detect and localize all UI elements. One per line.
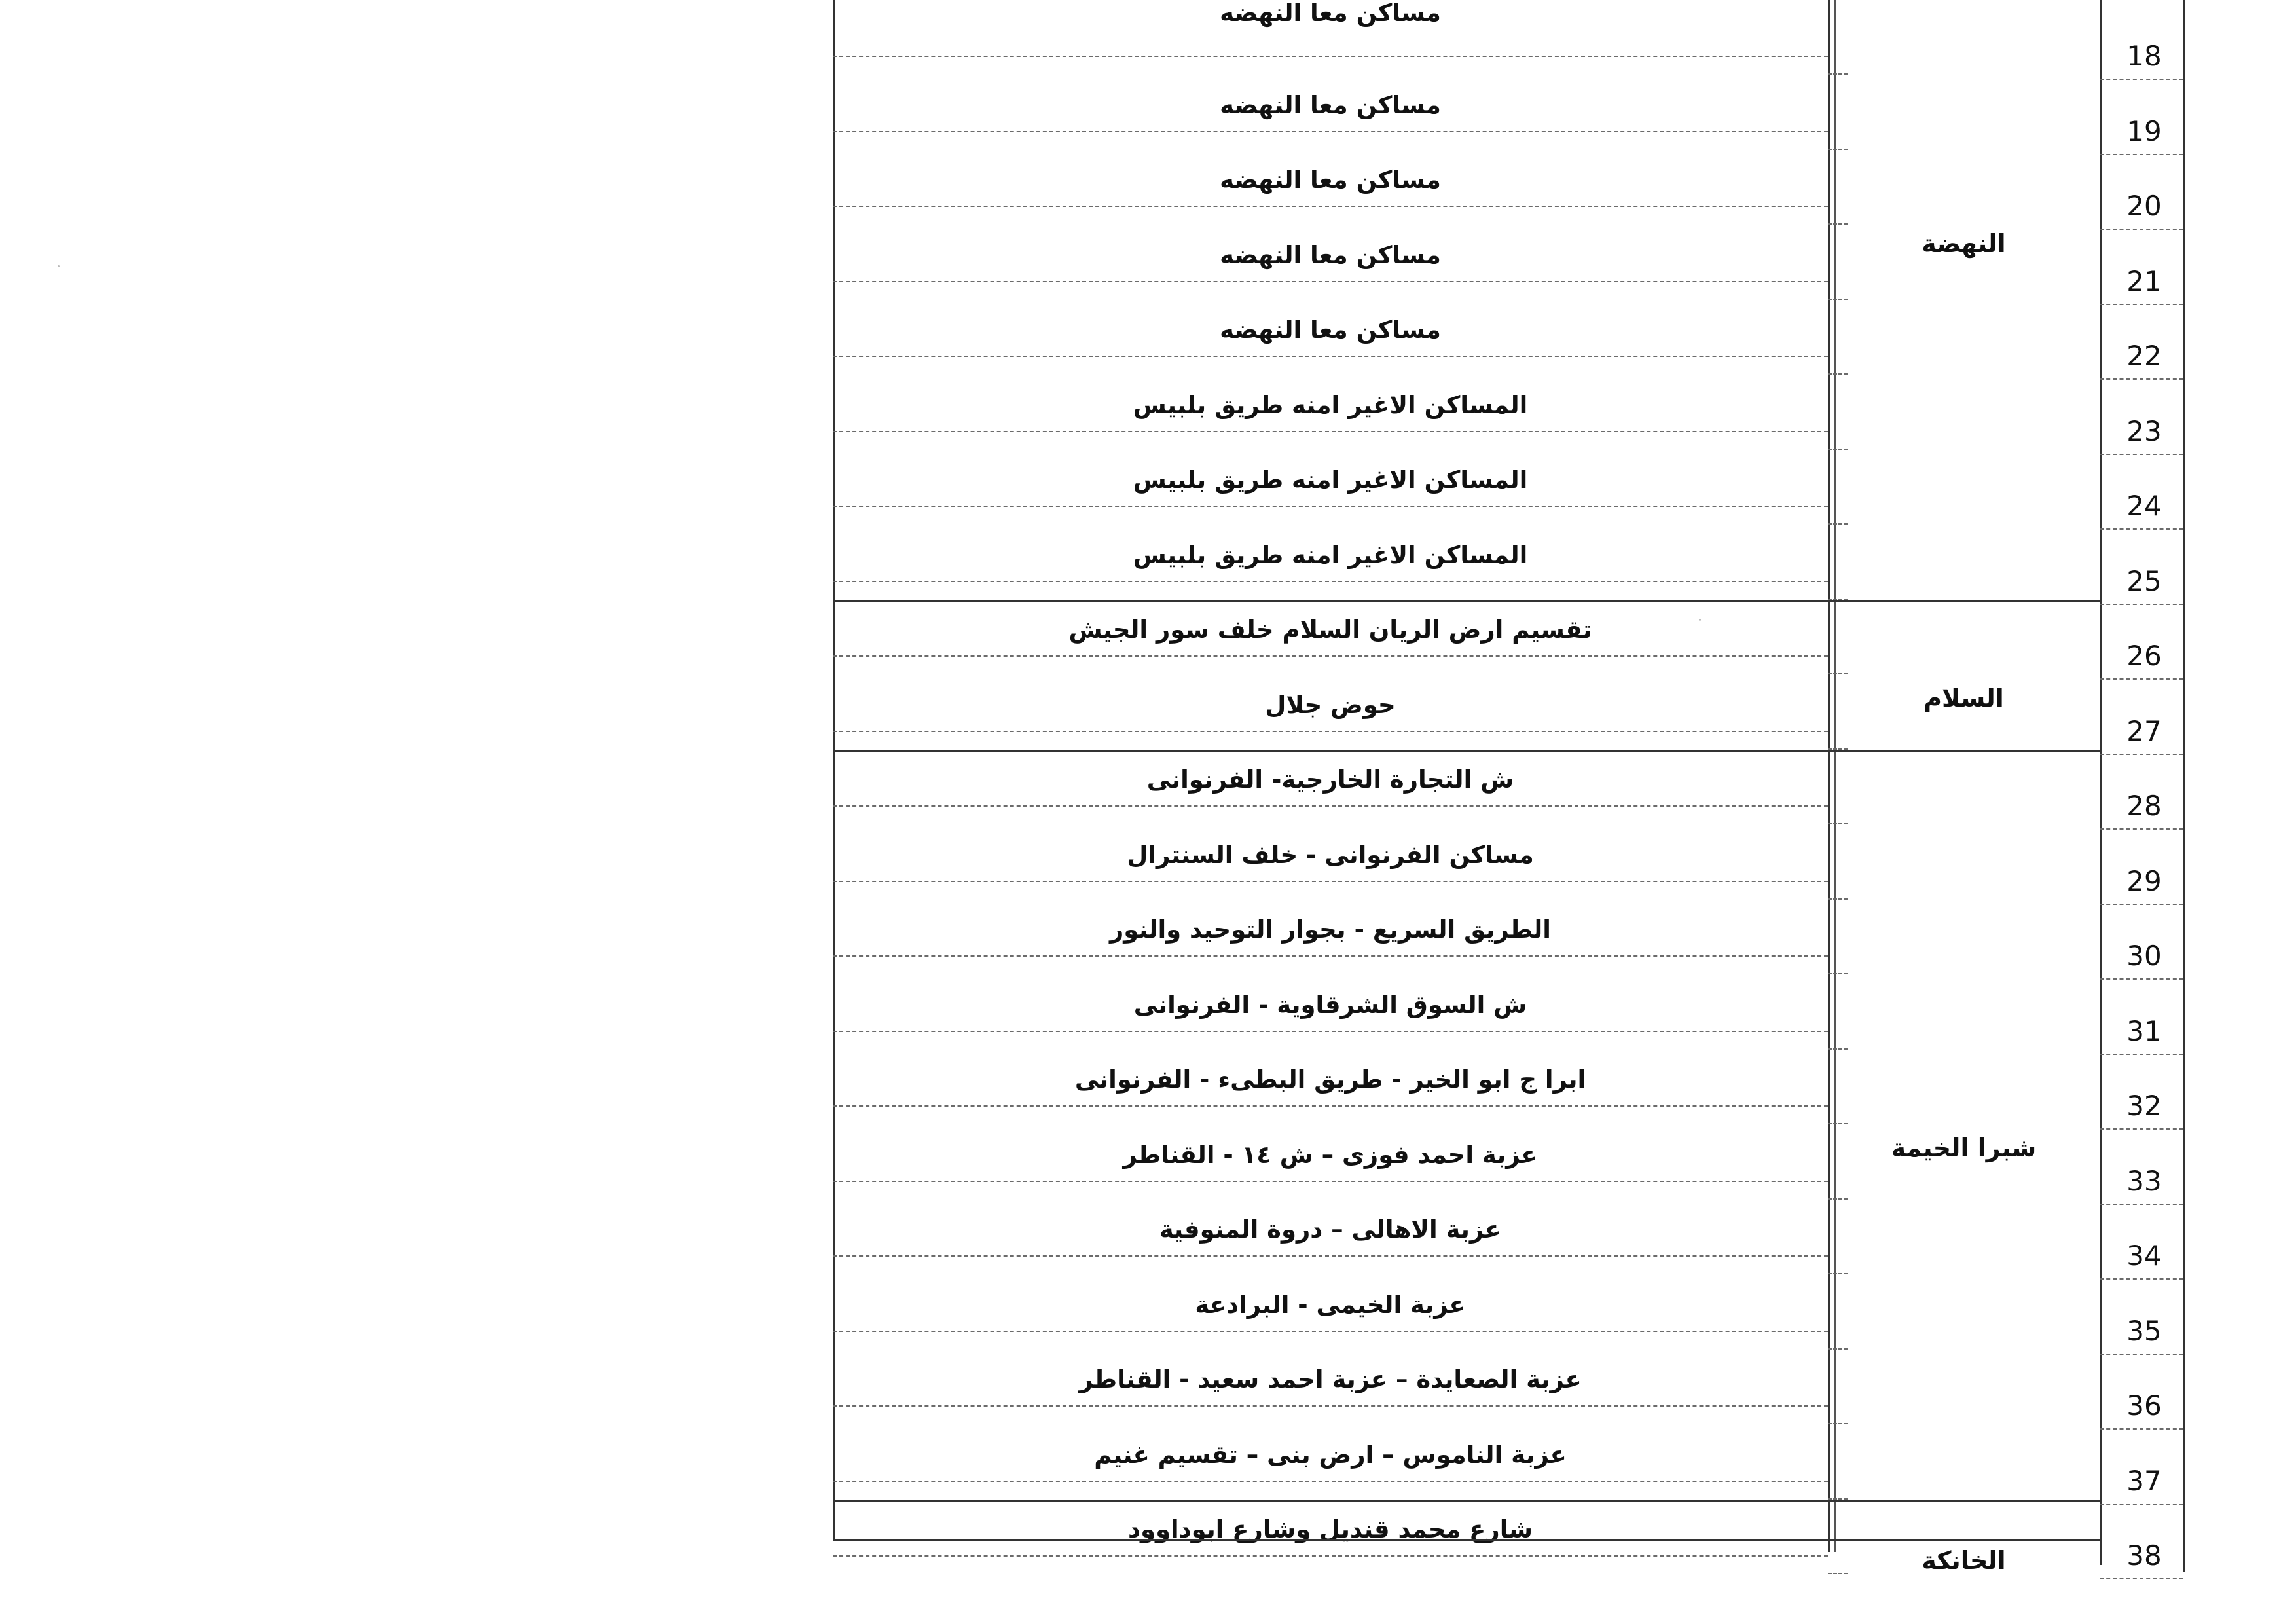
locations-table (833, 0, 2185, 1578)
number-divider (2100, 229, 2183, 230)
area-separator (833, 1500, 2100, 1502)
area-divider-stub (1828, 1273, 1848, 1274)
number-divider (2100, 1428, 2183, 1430)
row-number: 21 (2126, 265, 2162, 297)
row-divider (833, 805, 1828, 807)
row-number: 38 (2126, 1540, 2162, 1572)
row-number: 37 (2126, 1464, 2162, 1497)
area-divider-stub (1828, 449, 1848, 450)
row-number: 25 (2126, 564, 2162, 597)
area-divider-stub (1828, 898, 1848, 900)
row-number: 19 (2126, 115, 2162, 147)
row-divider (833, 1405, 1828, 1407)
row-divider (833, 1181, 1828, 1182)
number-divider (2100, 1204, 2183, 1205)
location-cell: مساكن معا النهضه (1220, 240, 1441, 269)
location-cell: مساكن معا النهضه (1220, 166, 1441, 194)
row-divider (833, 206, 1828, 207)
number-divider (2100, 1054, 2183, 1055)
number-divider (2100, 528, 2183, 530)
row-number: 32 (2126, 1090, 2162, 1122)
area-divider-stub (1828, 748, 1848, 750)
location-cell: شارع محمد قنديل وشارع ابوداوود (1127, 1515, 1533, 1543)
row-number: 24 (2126, 490, 2162, 522)
location-cell: عزبة الناموس – ارض بنى – تقسيم غنيم (1094, 1440, 1567, 1469)
row-divider (833, 955, 1828, 957)
number-divider (2100, 454, 2183, 455)
row-number: 27 (2126, 714, 2162, 747)
area-divider-stub (1828, 1423, 1848, 1424)
number-divider (2100, 1278, 2183, 1280)
row-number: 26 (2126, 640, 2162, 672)
row-divider (833, 1255, 1828, 1257)
row-divider (833, 1481, 1828, 1482)
row-number: 20 (2126, 190, 2162, 222)
table-bottom-border (833, 1539, 2100, 1541)
area-divider-stub (1828, 1048, 1848, 1050)
location-cell: عزبة الصعايدة – عزبة احمد سعيد - القناطر (1079, 1365, 1582, 1393)
row-number: 22 (2126, 340, 2162, 372)
area-divider-stub (1828, 1198, 1848, 1200)
location-cell: مساكن الفرنوانى - خلف السنترال (1127, 840, 1534, 869)
location-cell: حوض جلال (1265, 690, 1396, 719)
row-number: 23 (2126, 415, 2162, 447)
area-number-divider (2100, 0, 2102, 1565)
number-divider (2100, 978, 2183, 980)
area-name: الخانكة (1922, 1546, 2006, 1575)
area-divider-stub (1828, 523, 1848, 525)
area-name: شبرا الخيمة (1891, 1134, 2037, 1163)
number-divider (2100, 678, 2183, 680)
area-divider-stub (1828, 599, 1848, 600)
row-divider (833, 56, 1828, 57)
area-divider-stub (1828, 1498, 1848, 1500)
number-divider (2100, 1128, 2183, 1130)
row-number: 31 (2126, 1014, 2162, 1047)
row-divider (833, 281, 1828, 282)
location-cell: عزبة احمد فوزى – ش ١٤ - القناطر (1123, 1140, 1538, 1169)
location-cell: المساكن الاغير امنه طريق بلبيس (1133, 540, 1528, 569)
row-divider (833, 1031, 1828, 1032)
row-number: 36 (2126, 1390, 2162, 1422)
number-divider (2100, 1578, 2183, 1579)
location-cell: مساكن معا النهضه (1220, 316, 1441, 344)
area-divider-stub (1828, 299, 1848, 300)
row-number: 33 (2126, 1164, 2162, 1197)
row-divider (833, 131, 1828, 132)
location-cell: ش السوق الشرقاوية - الفرنوانى (1133, 990, 1527, 1019)
number-divider (2100, 154, 2183, 155)
row-number: 29 (2126, 864, 2162, 897)
area-divider-stub (1828, 673, 1848, 674)
location-cell: تقسيم ارض الريان السلام خلف سور الجيش (1068, 616, 1592, 644)
row-divider (833, 1331, 1828, 1332)
number-divider (2100, 79, 2183, 80)
number-divider (2100, 1504, 2183, 1505)
area-divider-stub (1828, 973, 1848, 974)
number-divider (2100, 754, 2183, 755)
row-number: 28 (2126, 790, 2162, 822)
location-cell: عزبة الاهالى – دروة المنوفية (1159, 1215, 1502, 1244)
area-name: النهضة (1922, 229, 2006, 258)
area-name: السلام (1923, 684, 2004, 713)
location-cell: المساكن الاغير امنه طريق بلبيس (1133, 390, 1528, 419)
scan-speck (1699, 619, 1701, 621)
area-divider-stub (1828, 1348, 1848, 1350)
number-divider (2100, 828, 2183, 830)
row-number: 18 (2126, 40, 2162, 72)
location-cell: ش التجارة الخارجية- الفرنوانى (1146, 766, 1514, 794)
row-divider (833, 581, 1828, 582)
area-divider-stub (1828, 1123, 1848, 1124)
area-divider-stub (1828, 823, 1848, 824)
area-divider-stub (1828, 149, 1848, 150)
row-number: 34 (2126, 1240, 2162, 1272)
row-divider (833, 731, 1828, 732)
row-divider (833, 431, 1828, 432)
row-number: 30 (2126, 940, 2162, 972)
scan-speck (58, 265, 60, 267)
row-divider (833, 881, 1828, 882)
area-divider-stub (1828, 373, 1848, 375)
area-divider-stub (1828, 73, 1848, 75)
number-divider (2100, 904, 2183, 905)
number-divider (2100, 304, 2183, 305)
row-divider (833, 1555, 1828, 1557)
location-cell: ابرا ج ابو الخير - طريق البطىء - الفرنوانى (1074, 1065, 1586, 1094)
location-cell: مساكن معا النهضه (1220, 90, 1441, 119)
row-divider (833, 1105, 1828, 1107)
row-divider (833, 356, 1828, 357)
location-cell: الطريق السريع - بجوار التوحيد والنور (1110, 915, 1551, 944)
area-separator (833, 600, 2100, 602)
number-divider (2100, 604, 2183, 605)
number-divider (2100, 378, 2183, 380)
number-divider (2100, 1354, 2183, 1355)
area-separator (833, 750, 2100, 752)
row-number: 35 (2126, 1314, 2162, 1347)
row-divider (833, 655, 1828, 657)
location-cell: مساكن معا النهضه (1220, 0, 1441, 27)
row-divider (833, 506, 1828, 507)
location-cell: المساكن الاغير امنه طريق بلبيس (1133, 466, 1528, 494)
location-cell: عزبة الخيمى - البرادعة (1195, 1290, 1466, 1319)
